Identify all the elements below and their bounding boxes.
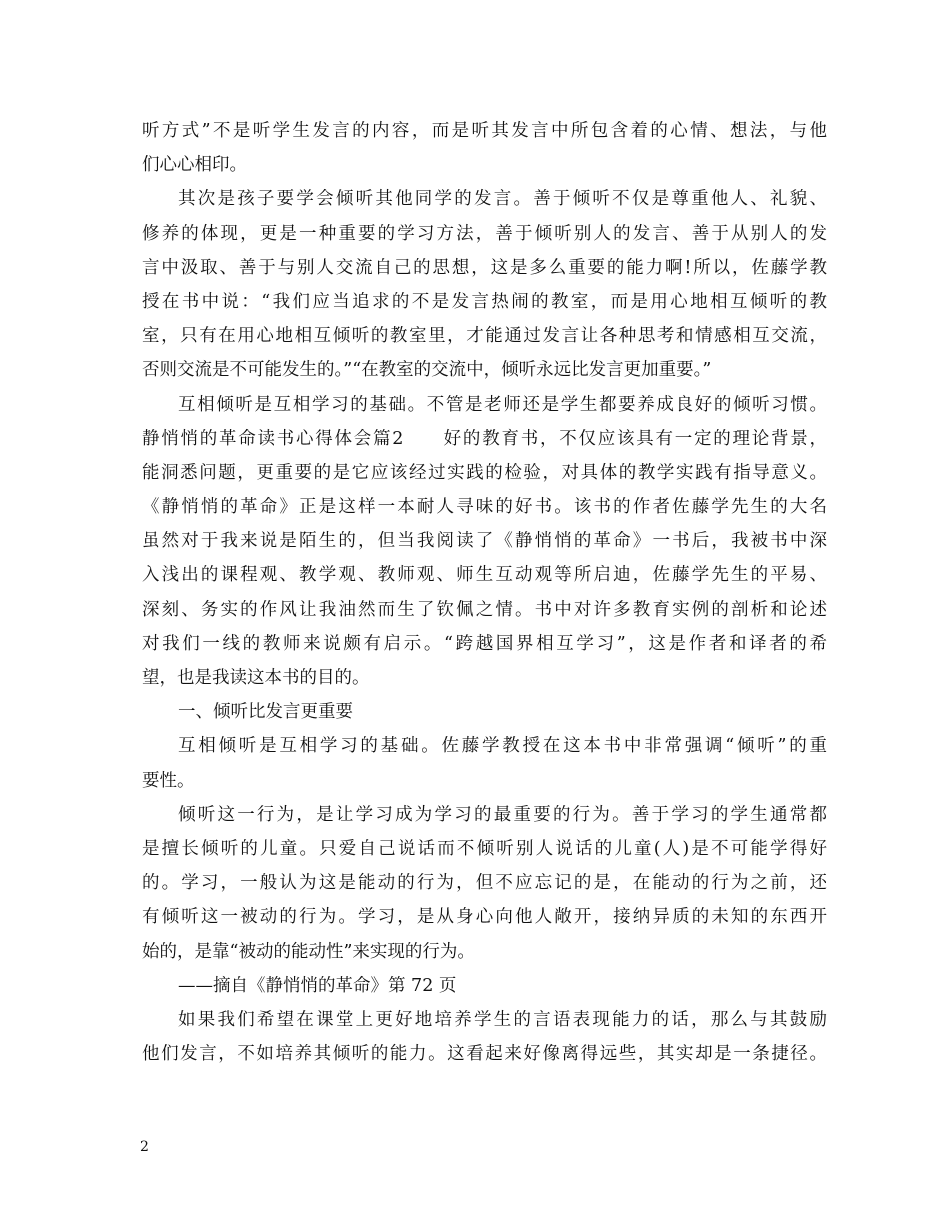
text-line: 有倾听这一被动的行为。学习，是从身心向他人敞开，接纳异质的未知的东西开 (142, 907, 827, 928)
text-line: 《静悄悄的革命》正是这样一本耐人寻味的好书。该书的作者佐藤学先生的大名 (142, 497, 827, 518)
text-line: 倾听这一行为，是让学习成为学习的最重要的行为。善于学习的学生通常都 (178, 804, 827, 825)
text-line: 深刻、务实的作风让我油然而生了钦佩之情。书中对许多教育实例的剖析和论述 (142, 599, 827, 620)
text-line: 修养的体现，更是一种重要的学习方法，善于倾听别人的发言、善于从别人的发 (142, 223, 827, 244)
text-line: 入浅出的课程观、教学观、教师观、师生互动观等所启迪，佐藤学先生的平易、 (142, 565, 827, 586)
text-line: 言中汲取、善于与别人交流自己的思想，这是多么重要的能力啊!所以，佐藤学教 (142, 257, 827, 278)
text-line: 其次是孩子要学会倾听其他同学的发言。善于倾听不仅是尊重他人、礼貌、 (178, 189, 827, 210)
text-line: 始的，是靠“被动的能动性”来实现的行为。 (142, 941, 475, 962)
text-line: 一、倾听比发言更重要 (178, 702, 353, 723)
text-line: 是擅长倾听的儿童。只爱自己说话而不倾听别人说话的儿童(人)是不可能学得好 (142, 838, 827, 859)
text-line: 的。学习，一般认为这是能动的行为，但不应忘记的是，在能动的行为之前，还 (142, 873, 827, 894)
text-line: 望，也是我读这本书的目的。 (142, 668, 370, 688)
text-line: 虽然对于我来说是陌生的，但当我阅读了《静悄悄的革命》一书后，我被书中深 (142, 531, 827, 552)
text-line: 室，只有在用心地相互倾听的教室里，才能通过发言让各种思考和情感相互交流， (142, 326, 827, 347)
text-line: 们心心相印。 (142, 155, 247, 176)
text-line: 否则交流是不可能发生的。”“在教室的交流中，倾听永远比发言更加重要。” (142, 360, 712, 381)
text-line: 对我们一线的教师来说颇有启示。“跨越国界相互学习”，这是作者和译者的希 (142, 633, 827, 654)
page-number: 2 (140, 1139, 149, 1155)
text-line: 要性。 (142, 770, 195, 791)
text-line: 他们发言，不如培养其倾听的能力。这看起来好像离得远些，其实却是一条捷径。 (142, 1044, 827, 1065)
body-text (142, 114, 827, 1071)
text-line: 静悄悄的革命读书心得体会篇2 好的教育书，不仅应该具有一定的理论背景， (142, 428, 827, 449)
text-line: 能洞悉问题，更重要的是它应该经过实践的检验，对具体的教学实践有指导意义。 (142, 462, 827, 483)
text-line: 授在书中说：“我们应当追求的不是发言热闹的教室，而是用心地相互倾听的教 (142, 291, 827, 312)
text-line: ——摘自《静悄悄的革命》第 72 页 (178, 975, 457, 996)
text-line: 如果我们希望在课堂上更好地培养学生的言语表现能力的话，那么与其鼓励 (178, 1009, 827, 1030)
text-line: 听方式”不是听学生发言的内容，而是听其发言中所包含着的心情、想法，与他 (142, 121, 827, 141)
text-line: 互相倾听是互相学习的基础。不管是老师还是学生都要养成良好的倾听习惯。 (178, 394, 827, 415)
text-line: 互相倾听是互相学习的基础。佐藤学教授在这本书中非常强调“倾听”的重 (178, 736, 827, 757)
